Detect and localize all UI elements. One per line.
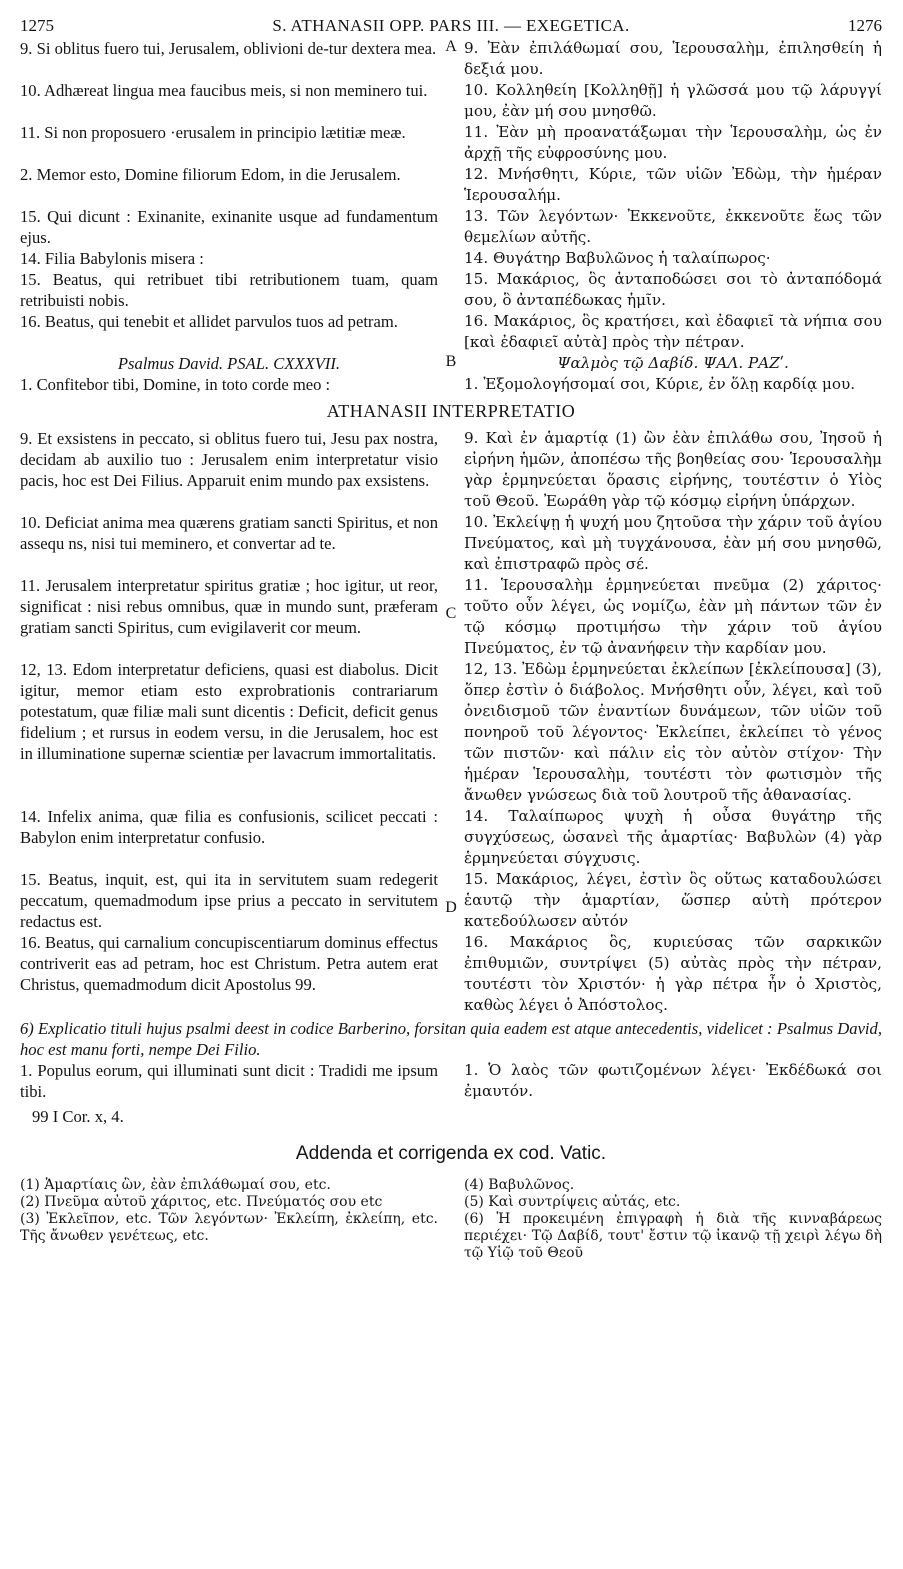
greek-psalm-title: Ψαλμὸς τῷ Δαβίδ. ΨΑΛ. ΡΑΖʹ.: [557, 354, 789, 372]
interp-row: [20, 806, 882, 869]
editor-note: 6) Explicatio tituli hujus psalmi deest in codice Barberino, forsitan quia eadem est atque antecedentis, videlicet : Psalmus David, hoc est manu forti, nempe Dei Filio.: [20, 1019, 882, 1059]
addenda-right: [464, 1177, 882, 1262]
greek-verse: 16. Μακάριος, ὃς κρατήσει, καὶ ἐδαφιεῖ τὰ νήπια σου [καὶ ἐδαφιεῖ αὐτὰ] πρὸς τὴν πέτραν.: [464, 312, 882, 351]
latin-verse: 10. Adhæreat lingua mea faucibus meis, si non meminero tui.: [20, 81, 428, 100]
latin-verse: 2. Memor esto, Domine filiorum Edom, in die Jerusalem.: [20, 165, 401, 184]
greek-verse: 10. Κολληθείη [Κολληθῇ] ἡ γλῶσσά μου τῷ λάρυγγί μου, ἐὰν μή σου μνησθῶ.: [464, 81, 882, 120]
interp-row: [20, 932, 882, 1016]
addenda-title: Addenda et corrigenda ex cod. Vatic.: [295, 1143, 607, 1164]
addenda-item: (4) Βαβυλῶνος.: [464, 1177, 575, 1193]
latin-interp: 14. Infelix anima, quæ filia es confusionis, scilicet peccati : Babylon enim interpretatur confusio.: [20, 807, 438, 847]
right-page-number: 1276: [848, 16, 882, 35]
margin-marker: C: [445, 605, 457, 622]
greek-interp: 12, 13. Ἐδὼμ ἑρμηνεύεται ἐκλείπων [ἐκλείπουσα] (3), ὅπερ ἐστὶν ὁ διάβολος. Μνήσθητι οὖν, λέγει, καὶ τοῦ ὀνειδισμοῦ τῶν ἐναντίων δυνάμεων, τῶν υἱῶν τοῦ πονηροῦ τοῦ λέγοντος· Ἐκλείπει, ἐκλείπει τὸ γένος τῶν πιστῶν· καὶ πάλιν εἰς τὸν αὐτὸν στίχον· Τὴν ἡμέραν Ἱερουσαλὴμ, τουτέστι τὸν φωτισμὸν τῆς ἄνωθεν γνώσεως διὰ τοῦ λουτροῦ τῆς ἀθανασίας.: [464, 660, 882, 804]
greek-verse: 1. Ὁ λαὸς τῶν φωτιζομένων λέγει· Ἐκδέδωκά σοι ἐμαυτόν.: [464, 1061, 882, 1100]
addenda-item: (2) Πνεῦμα αὐτοῦ χάριτος, etc. Πνεύματός σου etc: [20, 1194, 383, 1210]
latin-verse: 1. Populus eorum, qui illuminati sunt dicit : Tradidi me ipsum tibi.: [20, 1061, 438, 1101]
verse-row: [20, 38, 882, 80]
latin-interp: 15. Beatus, inquit, est, qui ita in servitutem suam redegerit peccatum, quemadmodum ipse prius a peccato in servitutem redactus est.: [20, 870, 438, 931]
top-verses: [20, 38, 882, 395]
verse-row: [20, 122, 882, 164]
greek-verse: 11. Ἐὰν μὴ προανατάξωμαι τὴν Ἱερουσαλὴμ, ὡς ἐν ἀρχῇ τῆς εὐφροσύνης μου.: [464, 123, 882, 162]
latin-psalm-title: Psalmus David. PSAL. CXXXVII.: [117, 354, 341, 373]
greek-interp: 15. Μακάριος, λέγει, ἐστὶν ὃς οὕτως καταδουλώσει ἑαυτῷ τὴν ἁμαρτίαν, ὥσπερ αὐτὴ πρότερον κατεδούλωσεν αὐτόν: [464, 870, 882, 930]
latin-interp: 10. Deficiat anima mea quærens gratiam sancti Spiritus, et non assequ ns, nisi tui meminero, et convertar ad te.: [20, 513, 438, 553]
latin-interp: 12, 13. Edom interpretatur deficiens, quasi est diabolus. Dicit igitur, memor etiam esto exprobrationis contrariarum potestatum, quæ filiæ mali sunt dicentis : Deficit, deficit genus fidelium ; et rursus in eodem versu, in die Jerusalem, hoc est in illuminatione supernæ scientiæ per lavacrum immortalitatis.: [20, 660, 438, 763]
verse-row: [20, 80, 882, 122]
latin-verse: 16. Beatus, qui tenebit et allidet parvulos tuos ad petram.: [20, 312, 398, 331]
greek-interp: 10. Ἐκλείψῃ ἡ ψυχή μου ζητοῦσα τὴν χάριν τοῦ ἁγίου Πνεύματος, καὶ μὴ τυγχάνουσα, ἐὰν μή σου μνησθῶ, καὶ ἐπιστραφῶ πρὸς σέ.: [464, 513, 882, 573]
psalm-title-row: [20, 353, 882, 374]
interp-row: [20, 428, 882, 512]
interpretation: [20, 428, 882, 1016]
latin-verse: 14. Filia Babylonis misera :: [20, 249, 204, 268]
latin-interp: 11. Jerusalem interpretatur spiritus gratiæ ; hoc igitur, ut reor, significat : nisi rebus omnibus, quæ in mundo sunt, præferam gratiam sancti Spiritus, cum evigilaverit cor meum.: [20, 576, 438, 637]
latin-verse: 15. Beatus, qui retribuet tibi retributionem tuam, quam retribuisti nobis.: [20, 270, 438, 310]
margin-marker: B: [445, 353, 457, 370]
document-page: [20, 8, 882, 1262]
greek-interp: 11. Ἱερουσαλὴμ ἑρμηνεύεται πνεῦμα (2) χάριτος· τοῦτο οὖν λέγει, ὡς νομίζω, ἐὰν μὴ πάντων τῶν ἐν τῷ κόσμῳ προτιμήσω τὴν χάριν τοῦ ἁγίου Πνεύματος, ἐν τῷ ἀνανήφειν τὴν καρδίαν μου.: [464, 576, 882, 657]
verse-row: [20, 206, 882, 248]
greek-interp: 14. Ταλαίπωρος ψυχὴ ἡ οὖσα θυγάτηρ τῆς συγχύσεως, ὡσανεὶ τῆς ἁμαρτίας· Βαβυλὼν (4) γὰρ ἑρμηνεύεται σύγχυσις.: [464, 807, 882, 867]
latin-interp: 16. Beatus, qui carnalium concupiscentiarum dominus effectus contriverit eas ad petram, hoc est Christum. Petra autem erat Christus, quemadmodum dicit Apostolus 99.: [20, 933, 438, 994]
verse-row: [20, 1060, 882, 1102]
addenda: [20, 1177, 882, 1262]
verse-row: [20, 374, 882, 395]
verse-row: [20, 248, 882, 269]
interp-row: [20, 512, 882, 575]
addenda-left: [20, 1177, 438, 1262]
greek-verse: 13. Τῶν λεγόντων· Ἐκκενοῦτε, ἐκκενοῦτε ἕως τῶν θεμελίων αὐτῆς.: [464, 207, 882, 246]
running-title: S. ATHANASII OPP. PARS III. — EXEGETICA.: [272, 16, 630, 35]
latin-verse: 9. Si oblitus fuero tui, Jerusalem, oblivioni de-tur dextera mea.: [20, 39, 437, 58]
margin-marker: D: [445, 899, 457, 916]
greek-interp: 9. Καὶ ἐν ἁμαρτίᾳ (1) ὢν ἐὰν ἐπιλάθω σου, Ἰησοῦ ἡ εἰρήνη ἡμῶν, ἀποπέσω τῆς βοηθείας σου· Ἱερουσαλὴμ γὰρ ἑρμηνεύεται ὅρασις εἰρήνης, τουτέστιν ὁ Υἱὸς τοῦ Θεοῦ. Ἐωράθη γὰρ τῷ κόσμῳ εἰρήνη ὑπάρχων.: [464, 429, 882, 510]
addenda-item: (6) Ἡ προκειμένη ἐπιγραφὴ ἡ διὰ τῆς κινναβάρεως περιέχει· Τῷ Δαβίδ, τουτ' ἔστιν τῷ ἱκανῷ τῇ χειρὶ λέγω δὴ τῷ Υἱῷ τοῦ Θεοῦ: [464, 1211, 882, 1261]
verse-row: [20, 164, 882, 206]
verse-row: [20, 269, 882, 311]
verse-row: [20, 311, 882, 353]
page-header: [20, 8, 882, 38]
footnote: 99 I Cor. x, 4.: [32, 1107, 124, 1126]
interp-row: [20, 869, 882, 932]
greek-verse: 1. Ἐξομολογήσομαί σοι, Κύριε, ἐν ὅλῃ καρδίᾳ μου.: [464, 375, 856, 393]
left-page-number: 1275: [20, 16, 54, 35]
interp-row: [20, 575, 882, 659]
section-title: ATHANASII INTERPRETATIO: [326, 401, 576, 421]
addenda-item: (1) Ἁμαρτίαις ὢν, ἐὰν ἐπιλάθωμαί σου, etc.: [20, 1177, 331, 1193]
interp-row: [20, 659, 882, 806]
addenda-item: (5) Καὶ συντρίψεις αὐτάς, etc.: [464, 1194, 681, 1210]
addenda-item: (3) Ἐκλεῖπον, etc. Τῶν λεγόντων· Ἐκλείπη, ἐκλείπη, etc. Τῆς ἄνωθεν γενέτεως, etc.: [20, 1211, 438, 1244]
greek-verse: 9. Ἐὰν ἐπιλάθωμαί σου, Ἱερουσαλὴμ, ἐπιλησθείη ἡ δεξιά μου.: [464, 39, 882, 78]
latin-verse: 15. Qui dicunt : Exinanite, exinanite usque ad fundamentum ejus.: [20, 207, 438, 247]
latin-verse: 1. Confitebor tibi, Domine, in toto corde meo :: [20, 375, 331, 394]
margin-marker: A: [445, 38, 457, 55]
greek-verse: 15. Μακάριος, ὃς ἀνταποδώσει σοι τὸ ἀνταπόδομά σου, ὃ ἀνταπέδωκας ἡμῖν.: [464, 270, 882, 309]
greek-interp: 16. Μακάριος ὃς, κυριεύσας τῶν σαρκικῶν ἐπιθυμιῶν, συντρίψει (5) αὐτὰς πρὸς τὴν πέτραν, τουτέστι τὸν Χριστόν· ἡ γὰρ πέτρα ἦν ὁ Χριστὸς, καθὼς λέγει ὁ Ἀπόστολος.: [464, 933, 882, 1014]
greek-verse: 12. Μνήσθητι, Κύριε, τῶν υἱῶν Ἐδὼμ, τὴν ἡμέραν Ἱερουσαλήμ.: [464, 165, 882, 204]
greek-verse: 14. Θυγάτηρ Βαβυλῶνος ἡ ταλαίπωρος·: [464, 249, 771, 267]
latin-verse: 11. Si non proposuero ·erusalem in principio lætitiæ meæ.: [20, 123, 406, 142]
latin-interp: 9. Et exsistens in peccato, si oblitus fuero tui, Jesu pax nostra, decidam ab auxilio tuo : Jerusalem enim interpretatur visio pacis, hoc est Dei Filius. Apparuit enim mundo pax exsistens.: [20, 429, 438, 490]
